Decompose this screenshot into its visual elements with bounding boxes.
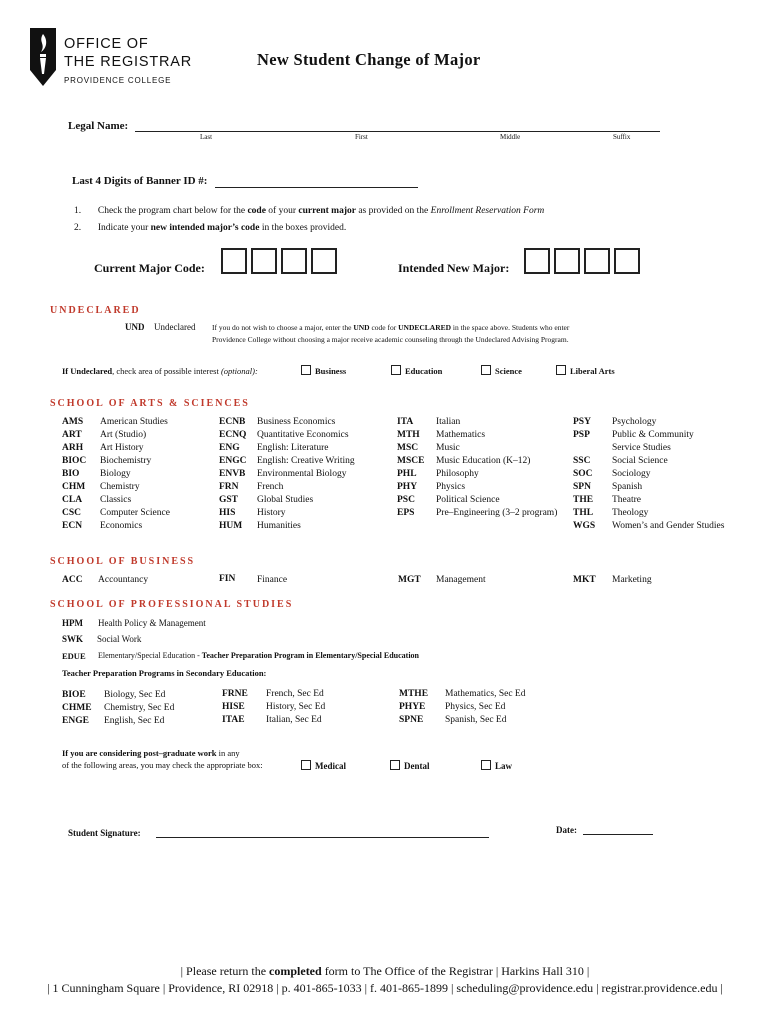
prof-code-hpm: HPM (62, 618, 83, 628)
checkbox[interactable] (556, 365, 566, 375)
program-code: HISE (222, 702, 245, 712)
interest-option-education[interactable]: Education (391, 365, 442, 376)
secondary-ed-heading: Teacher Preparation Programs in Secondary Education: (62, 668, 267, 678)
banner-id-line[interactable] (215, 175, 418, 188)
arts-col4-names (612, 416, 724, 533)
undeclared-heading: UNDECLARED (50, 305, 141, 316)
business-code-mgt: MGT (398, 575, 421, 585)
checkbox[interactable] (391, 365, 401, 375)
program-code: PHL (397, 469, 417, 479)
program-name: Service Studies (612, 443, 671, 453)
current-major-box-2[interactable] (251, 248, 277, 274)
arts-col1-codes (62, 416, 86, 533)
program-name: Computer Science (100, 508, 170, 518)
program-name: Mathematics, Sec Ed (445, 689, 526, 699)
arts-col2-codes (219, 416, 246, 533)
postgrad-option-law[interactable]: Law (481, 760, 512, 771)
sec-col1-names (104, 689, 174, 728)
prof-code-swk: SWK (62, 634, 84, 644)
program-code: MSCE (397, 456, 425, 466)
prof-name-swk: Social Work (97, 634, 142, 644)
program-code: WGS (573, 521, 596, 531)
postgrad-option-medical[interactable]: Medical (301, 760, 346, 771)
interest-option-business[interactable]: Business (301, 365, 346, 376)
program-code: THE (573, 495, 594, 505)
program-name: Sociology (612, 469, 651, 479)
signature-line[interactable] (156, 826, 489, 838)
program-code: SPN (573, 482, 591, 492)
program-name: Biochemistry (100, 456, 152, 466)
business-heading: SCHOOL OF BUSINESS (50, 556, 196, 567)
program-name: Humanities (257, 521, 301, 531)
program-code: FRN (219, 482, 239, 492)
program-code: HUM (219, 521, 243, 531)
program-code: HIS (219, 508, 236, 518)
program-name: Italian, Sec Ed (266, 715, 322, 725)
sec-col2-codes (222, 688, 248, 727)
business-name-fin: Finance (257, 575, 288, 585)
program-name: Spanish, Sec Ed (445, 715, 507, 725)
program-name: French (257, 482, 284, 492)
instruction-1: 1. Check the program chart below for the code of your current major as provided on the Enrollment Reservation Form (74, 206, 545, 216)
program-name: American Studies (100, 417, 168, 427)
program-name: Classics (100, 495, 132, 505)
undeclared-note-2: Providence College without choosing a major receive academic counseling through the Undeclared Advising Program. (212, 335, 569, 344)
program-name: Public & Community (612, 430, 694, 440)
business-name-mkt: Marketing (612, 575, 652, 585)
sec-col1-codes (62, 689, 92, 728)
arts-col1-names (100, 416, 170, 533)
program-code: THL (573, 508, 594, 518)
business-name-acc: Accountancy (98, 575, 149, 585)
checkbox[interactable] (481, 365, 491, 375)
program-code: ENVB (219, 469, 246, 479)
program-name: Chemistry, Sec Ed (104, 703, 175, 713)
program-code: BIOC (62, 456, 87, 466)
intended-major-box-4[interactable] (614, 248, 640, 274)
program-name: Music Education (K–12) (436, 456, 531, 466)
program-code: ITA (397, 417, 414, 427)
arts-col4-codes (573, 416, 595, 533)
program-name: Quantitative Economics (257, 430, 349, 440)
sec-col3-codes (399, 688, 428, 727)
logo-line1: OFFICE OF (64, 36, 149, 52)
und-name: Undeclared (154, 322, 196, 332)
program-name: Psychology (612, 417, 657, 427)
program-name: Women’s and Gender Studies (612, 521, 725, 531)
program-name: Theatre (612, 495, 642, 505)
business-name-mgt: Management (436, 575, 486, 585)
program-name: Environmental Biology (257, 469, 347, 479)
checkbox[interactable] (301, 365, 311, 375)
program-name: Physics (436, 482, 466, 492)
program-code: PSP (573, 430, 590, 440)
current-major-boxes (221, 248, 341, 274)
program-code: EPS (397, 508, 415, 518)
program-name: Political Science (436, 495, 500, 505)
und-code: UND (125, 322, 145, 332)
program-code: MTH (397, 430, 420, 440)
intended-major-box-1[interactable] (524, 248, 550, 274)
program-code: MSC (397, 443, 419, 453)
intended-major-box-3[interactable] (584, 248, 610, 274)
program-code: BIOE (62, 690, 86, 700)
program-code: CLA (62, 495, 83, 505)
undeclared-interest-label: If Undeclared, check area of possible interest (optional): (62, 366, 258, 376)
program-name: Italian (436, 417, 461, 427)
program-code: ECNQ (219, 430, 247, 440)
prof-name-hpm: Health Policy & Management (98, 618, 206, 628)
program-code: SOC (573, 469, 593, 479)
program-code: FRNE (222, 689, 248, 699)
postgrad-line2: of the following areas, you may check the appropriate box: (62, 760, 263, 770)
legal-name-label: Legal Name: (68, 120, 129, 132)
program-code: CHM (62, 482, 86, 492)
date-label: Date: (556, 825, 577, 835)
arts-col3-codes (397, 416, 424, 520)
program-code: ENGC (219, 456, 247, 466)
postgrad-option-dental[interactable]: Dental (390, 760, 430, 771)
program-code: SPNE (399, 715, 424, 725)
program-code: ITAE (222, 715, 245, 725)
postgrad-line1: If you are considering post–graduate work in any (62, 748, 240, 758)
program-code: ECN (62, 521, 83, 531)
program-code: AMS (62, 417, 84, 427)
program-name: Music (436, 443, 460, 453)
interest-option-science[interactable]: Science (481, 365, 522, 376)
program-name: Biology, Sec Ed (104, 690, 166, 700)
program-name: Physics, Sec Ed (445, 702, 506, 712)
program-code: PHYE (399, 702, 426, 712)
program-name: French, Sec Ed (266, 689, 324, 699)
program-code: GST (219, 495, 239, 505)
page-title: New Student Change of Major (257, 50, 481, 69)
signature-label: Student Signature: (68, 828, 141, 838)
legal-name-suffix-caption: Suffix (613, 133, 631, 141)
intended-major-box-2[interactable] (554, 248, 580, 274)
prof-edue-description: Elementary/Special Education - Teacher Preparation Program in Elementary/Special Education (98, 651, 419, 660)
program-code: PSY (573, 417, 591, 427)
sec-col3-names (445, 688, 525, 727)
program-name: English, Sec Ed (104, 716, 165, 726)
program-name: History (257, 508, 286, 518)
program-code: BIO (62, 469, 80, 479)
program-name: Global Studies (257, 495, 314, 505)
program-code: PHY (397, 482, 418, 492)
arts-col2-names (257, 416, 355, 533)
current-major-box-3[interactable] (281, 248, 307, 274)
arts-col3-names (436, 416, 557, 520)
program-name: Social Science (612, 456, 668, 466)
program-name: Chemistry (100, 482, 140, 492)
registrar-logo (28, 26, 203, 90)
program-name: Biology (100, 469, 131, 479)
logo-line3: PROVIDENCE COLLEGE (64, 76, 172, 85)
program-name: Philosophy (436, 469, 479, 479)
checkbox[interactable] (481, 760, 491, 770)
program-name: English: Literature (257, 443, 329, 453)
date-line[interactable] (583, 824, 653, 835)
program-code: ENG (219, 443, 240, 453)
footer-line2: | 1 Cunningham Square | Providence, RI 02918 | p. 401-865-1033 | f. 401-865-1899 | scheduling@providence.edu | registrar.providence.edu | (47, 981, 723, 995)
legal-name-first-caption: First (355, 133, 368, 141)
program-name: Art (Studio) (100, 430, 147, 440)
program-name: Economics (100, 521, 143, 531)
program-code: CSC (62, 508, 82, 518)
program-name: English: Creative Writing (257, 456, 355, 466)
sec-col2-names (266, 688, 325, 727)
business-code-acc: ACC (62, 575, 83, 585)
current-major-box-1[interactable] (221, 248, 247, 274)
undeclared-note-1: If you do not wish to choose a major, enter the UND code for UNDECLARED in the space above. Students who enter (212, 323, 570, 332)
business-code-fin: FIN (219, 574, 236, 584)
intended-major-label: Intended New Major: (398, 261, 510, 275)
interest-option-liberal-arts[interactable]: Liberal Arts (556, 365, 615, 376)
program-code: ECNB (219, 417, 246, 427)
program-code: ART (62, 430, 82, 440)
program-name: Business Economics (257, 417, 336, 427)
banner-id-label: Last 4 Digits of Banner ID #: (72, 175, 208, 187)
intended-major-boxes (524, 248, 644, 274)
checkbox[interactable] (301, 760, 311, 770)
program-code: PSC (397, 495, 415, 505)
instruction-2: 2. Indicate your new intended major’s code in the boxes provided. (74, 223, 347, 233)
current-major-label: Current Major Code: (94, 261, 205, 275)
legal-name-middle-caption: Middle (500, 133, 521, 141)
legal-name-line[interactable] (135, 120, 660, 132)
program-code: SSC (573, 456, 591, 466)
current-major-box-4[interactable] (311, 248, 337, 274)
program-name: History, Sec Ed (266, 702, 326, 712)
business-code-mkt: MKT (573, 575, 596, 585)
torch-seal-icon (28, 26, 58, 88)
program-name: Mathematics (436, 430, 486, 440)
program-code (573, 442, 595, 455)
logo-line2: THE REGISTRAR (64, 54, 193, 70)
program-code: MTHE (399, 689, 429, 699)
prof-code-edue: EDUE (62, 651, 86, 661)
legal-name-last-caption: Last (200, 133, 213, 141)
checkbox[interactable] (390, 760, 400, 770)
program-name: Theology (612, 508, 649, 518)
footer-line1: | Please return the completed form to The Office of the Registrar | Harkins Hall 310 | (180, 964, 590, 978)
professional-heading: SCHOOL OF PROFESSIONAL STUDIES (50, 599, 294, 610)
program-name: Pre–Engineering (3–2 program) (436, 508, 558, 518)
program-code: ENGE (62, 716, 89, 726)
program-name: Spanish (612, 482, 643, 492)
program-code: ARH (62, 443, 84, 453)
program-name: Art History (100, 443, 144, 453)
program-code: CHME (62, 703, 92, 713)
arts-sciences-heading: SCHOOL OF ARTS & SCIENCES (50, 398, 250, 409)
